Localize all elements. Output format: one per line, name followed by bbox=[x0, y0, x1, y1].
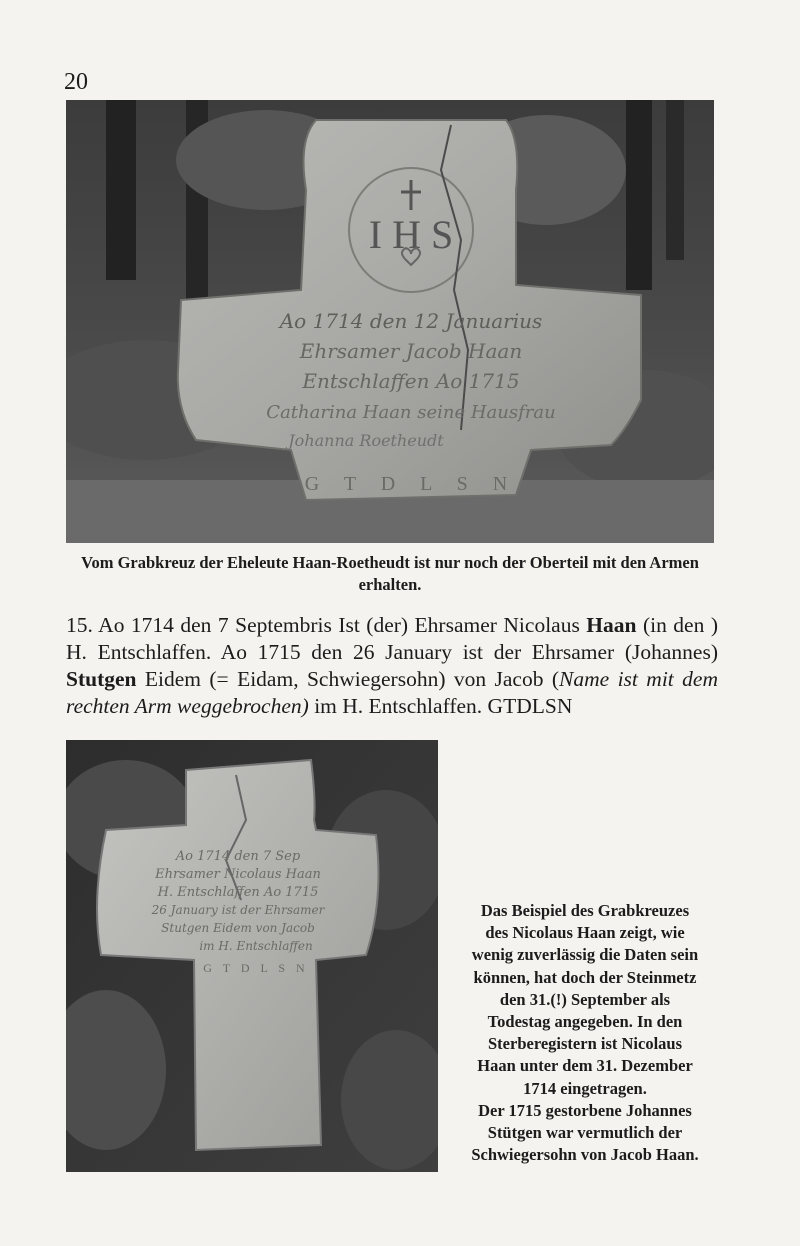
inscription-line-3: Entschlaffen Ao 1715 bbox=[302, 369, 520, 393]
gravestone-photo-image bbox=[66, 100, 714, 543]
surname-haan: Haan bbox=[586, 613, 637, 637]
caption-side-line: den 31.(!) September als bbox=[499, 989, 671, 1009]
inscription-line-7: G T D L S N bbox=[203, 961, 309, 975]
page-number: 20 bbox=[64, 69, 88, 95]
caption-side-line: Stütgen war vermutlich der bbox=[487, 1123, 683, 1143]
caption-side-line: Sterberegistern ist Nicolaus bbox=[488, 1034, 682, 1054]
inscription-line-2: Ehrsamer Nicolaus Haan bbox=[155, 867, 321, 882]
inscription-line-5: Stutgen Eidem von Jacob bbox=[161, 921, 315, 935]
inscription-line-1: Ao 1714 den 12 Januarius bbox=[279, 309, 543, 333]
caption-side-line: Schwiegersohn von Jacob Haan. bbox=[471, 1145, 699, 1165]
inscription-line-4: 26 January ist der Ehrsamer bbox=[151, 903, 325, 917]
body-text-run: (in den ) H. Entschlaffen. Ao 1715 den 26 January ist der Ehrsamer (Johannes) bbox=[66, 613, 718, 664]
caption-side-line: Das Beispiel des Grabkreuzes bbox=[480, 901, 690, 920]
inscription-line-1: Ao 1714 den 7 Sep bbox=[175, 849, 301, 864]
surname-stutgen: Stutgen bbox=[66, 667, 137, 691]
gravestone-photo-nicolaus-haan bbox=[66, 740, 438, 1172]
caption-side bbox=[450, 900, 720, 1166]
inscription-line-2: Ehrsamer Jacob Haan bbox=[299, 339, 523, 363]
caption-side-line: Haan unter dem 31. Dezember bbox=[477, 1056, 693, 1076]
caption-side-line: 1714 eingetragen. bbox=[523, 1078, 647, 1098]
body-paragraph bbox=[66, 612, 718, 720]
inscription-line-5: Johanna Roetheudt bbox=[288, 431, 444, 450]
inscription-line-3: H. Entschlaffen Ao 1715 bbox=[157, 885, 319, 900]
caption-side-line: Der 1715 gestorbene Johannes bbox=[478, 1100, 692, 1120]
caption-side-line: können, hat doch der Steinmetz bbox=[473, 967, 697, 987]
body-text-run: im H. Entschlaffen. GTDLSN bbox=[308, 694, 573, 718]
italic-note: Name ist mit dem rechten Arm weggebrochen) bbox=[66, 667, 718, 718]
gravestone-photo-haan-roetheudt bbox=[66, 100, 714, 543]
inscription-line-4: Catharina Haan seine Hausfrau bbox=[266, 402, 556, 423]
body-text-run: Eidem (= Eidam, Schwiegersohn) von Jacob ( bbox=[136, 667, 560, 691]
caption-side-line: wenig zuverlässig die Daten sein bbox=[471, 945, 699, 965]
ihs-engraving: I H S bbox=[368, 212, 454, 257]
caption-side-line: des Nicolaus Haan zeigt, wie bbox=[485, 923, 685, 943]
caption-side-line: Todestag angegeben. In den bbox=[487, 1012, 683, 1032]
caption-top: Vom Grabkreuz der Eheleute Haan-Roetheudt ist nur noch der Oberteil mit den Armen erhalten. bbox=[81, 553, 699, 594]
inscription-line-6: im H. Entschlaffen bbox=[199, 939, 313, 953]
gravestone-photo-image bbox=[66, 740, 438, 1172]
inscription-line-6: G T D L S N bbox=[304, 473, 518, 495]
body-text-run: 15. Ao 1714 den 7 Septembris Ist (der) Ehrsamer Nicolaus bbox=[66, 613, 587, 637]
